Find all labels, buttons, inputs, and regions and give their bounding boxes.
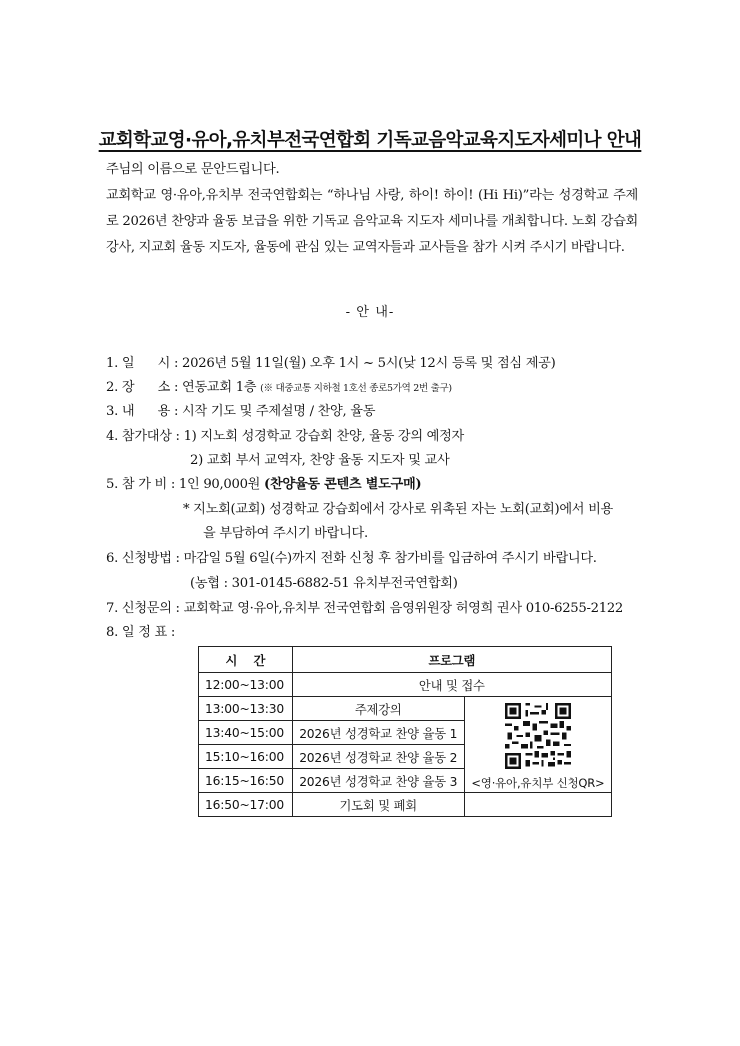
item-apply-account: (농협 : 301-0145-6882-51 유치부전국연합회) — [190, 576, 458, 591]
item-fee-label: 5. 참 가 비 : — [106, 477, 176, 492]
empty-cell — [464, 793, 611, 817]
row-time: 16:50~17:00 — [199, 793, 293, 817]
item-date — [106, 352, 555, 371]
schedule-table — [198, 646, 612, 817]
item-date-value: 2026년 5월 11일(월) 오후 1시 ~ 5시(낮 12시 등록 및 점심 제공) — [182, 356, 556, 371]
item-fee-content-note: (찬양율동 콘텐츠 별도구매) — [264, 477, 422, 492]
item-fee-note-1: * 지노회(교회) 성경학교 강습회에서 강사로 위촉된 자는 노회(교회)에서 비용 — [183, 502, 613, 517]
item-fee-note-2: 을 부담하여 주시기 바랍니다. — [203, 526, 368, 541]
row-program: 기도회 및 폐회 — [292, 793, 464, 817]
greeting-text: 주님의 이름으로 문안드립니다. — [106, 162, 280, 177]
item-place-value: 연동교회 1층 — [182, 380, 257, 395]
item-apply-label: 6. 신청방법 : — [106, 551, 180, 566]
item-apply-value: 마감일 5월 6일(수)까지 전화 신청 후 참가비를 입금하여 주시기 바랍니다. — [183, 551, 597, 566]
item-apply — [106, 547, 597, 566]
row-program: 안내 및 접수 — [292, 673, 611, 697]
item-contact-label: 7. 신청문의 : — [106, 601, 180, 616]
item-fee-value: 1인 90,000원 — [178, 477, 265, 492]
item-date-label: 1. 일 시 : — [106, 356, 179, 371]
row-time: 16:15~16:50 — [199, 769, 293, 793]
item-content-label: 3. 내 용 : — [106, 404, 179, 419]
item-target-label: 4. 참가대상 : — [106, 429, 180, 444]
item-contact — [106, 597, 623, 616]
qr-cell — [464, 697, 611, 793]
item-place — [106, 376, 452, 395]
item-contact-value: 교회학교 영·유아,유치부 전국연합회 음영위원장 허영희 권사 010-6255-2122 — [183, 601, 623, 616]
item-content — [106, 400, 375, 419]
row-program: 2026년 성경학교 찬양 율동 3 — [292, 769, 464, 793]
row-time: 13:40~15:00 — [199, 721, 293, 745]
item-fee — [106, 473, 421, 492]
intro-paragraph: 교회학교 영·유아,유치부 전국연합회는 “하나님 사랑, 하이! 하이! (Hi Hi)”라는 성경학교 주제로 2026년 찬양과 율동 보급을 위한 기독교 음악교육 지도자 세미나를 개최합니다. 노회 강습회 강사, 지교회 율동 지도자, 율동에 관심 있는 교역자들과 교사들을 참가 시켜 주시기 바랍니다. — [106, 188, 638, 255]
intro-section — [106, 157, 638, 261]
section-heading: - 안 내- — [345, 305, 395, 320]
item-place-label: 2. 장 소 : — [106, 380, 179, 395]
item-content-value: 시작 기도 및 주제설명 / 찬양, 율동 — [182, 404, 376, 419]
header-time: 시 간 — [199, 647, 293, 673]
item-target-value-2: 2) 교회 부서 교역자, 찬양 율동 지도자 및 교사 — [190, 453, 450, 468]
table-header-row — [199, 647, 612, 673]
page-title: 교회학교영·유아,유치부전국연합회 기독교음악교육지도자세미나 안내 — [98, 130, 642, 151]
row-time: 15:10~16:00 — [199, 745, 293, 769]
qr-label: <영·유아,유치부 신청QR> — [471, 775, 605, 790]
row-program: 주제강의 — [292, 697, 464, 721]
item-target — [106, 425, 464, 444]
row-time: 12:00~13:00 — [199, 673, 293, 697]
item-place-note: (※ 대중교통 지하철 1호선 종로5가역 2번 출구) — [260, 383, 452, 394]
header-program: 프로그램 — [292, 647, 611, 673]
row-program: 2026년 성경학교 찬양 율동 2 — [292, 745, 464, 769]
table-row — [199, 793, 612, 817]
row-time: 13:00~13:30 — [199, 697, 293, 721]
item-target-value-1: 1) 지노회 성경학교 강습회 찬양, 율동 강의 예정자 — [183, 429, 464, 444]
table-row — [199, 697, 612, 721]
table-row — [199, 673, 612, 697]
row-program: 2026년 성경학교 찬양 율동 1 — [292, 721, 464, 745]
item-schedule-label: 8. 일 정 표 : — [106, 625, 176, 640]
qr-code-icon[interactable] — [505, 703, 571, 769]
